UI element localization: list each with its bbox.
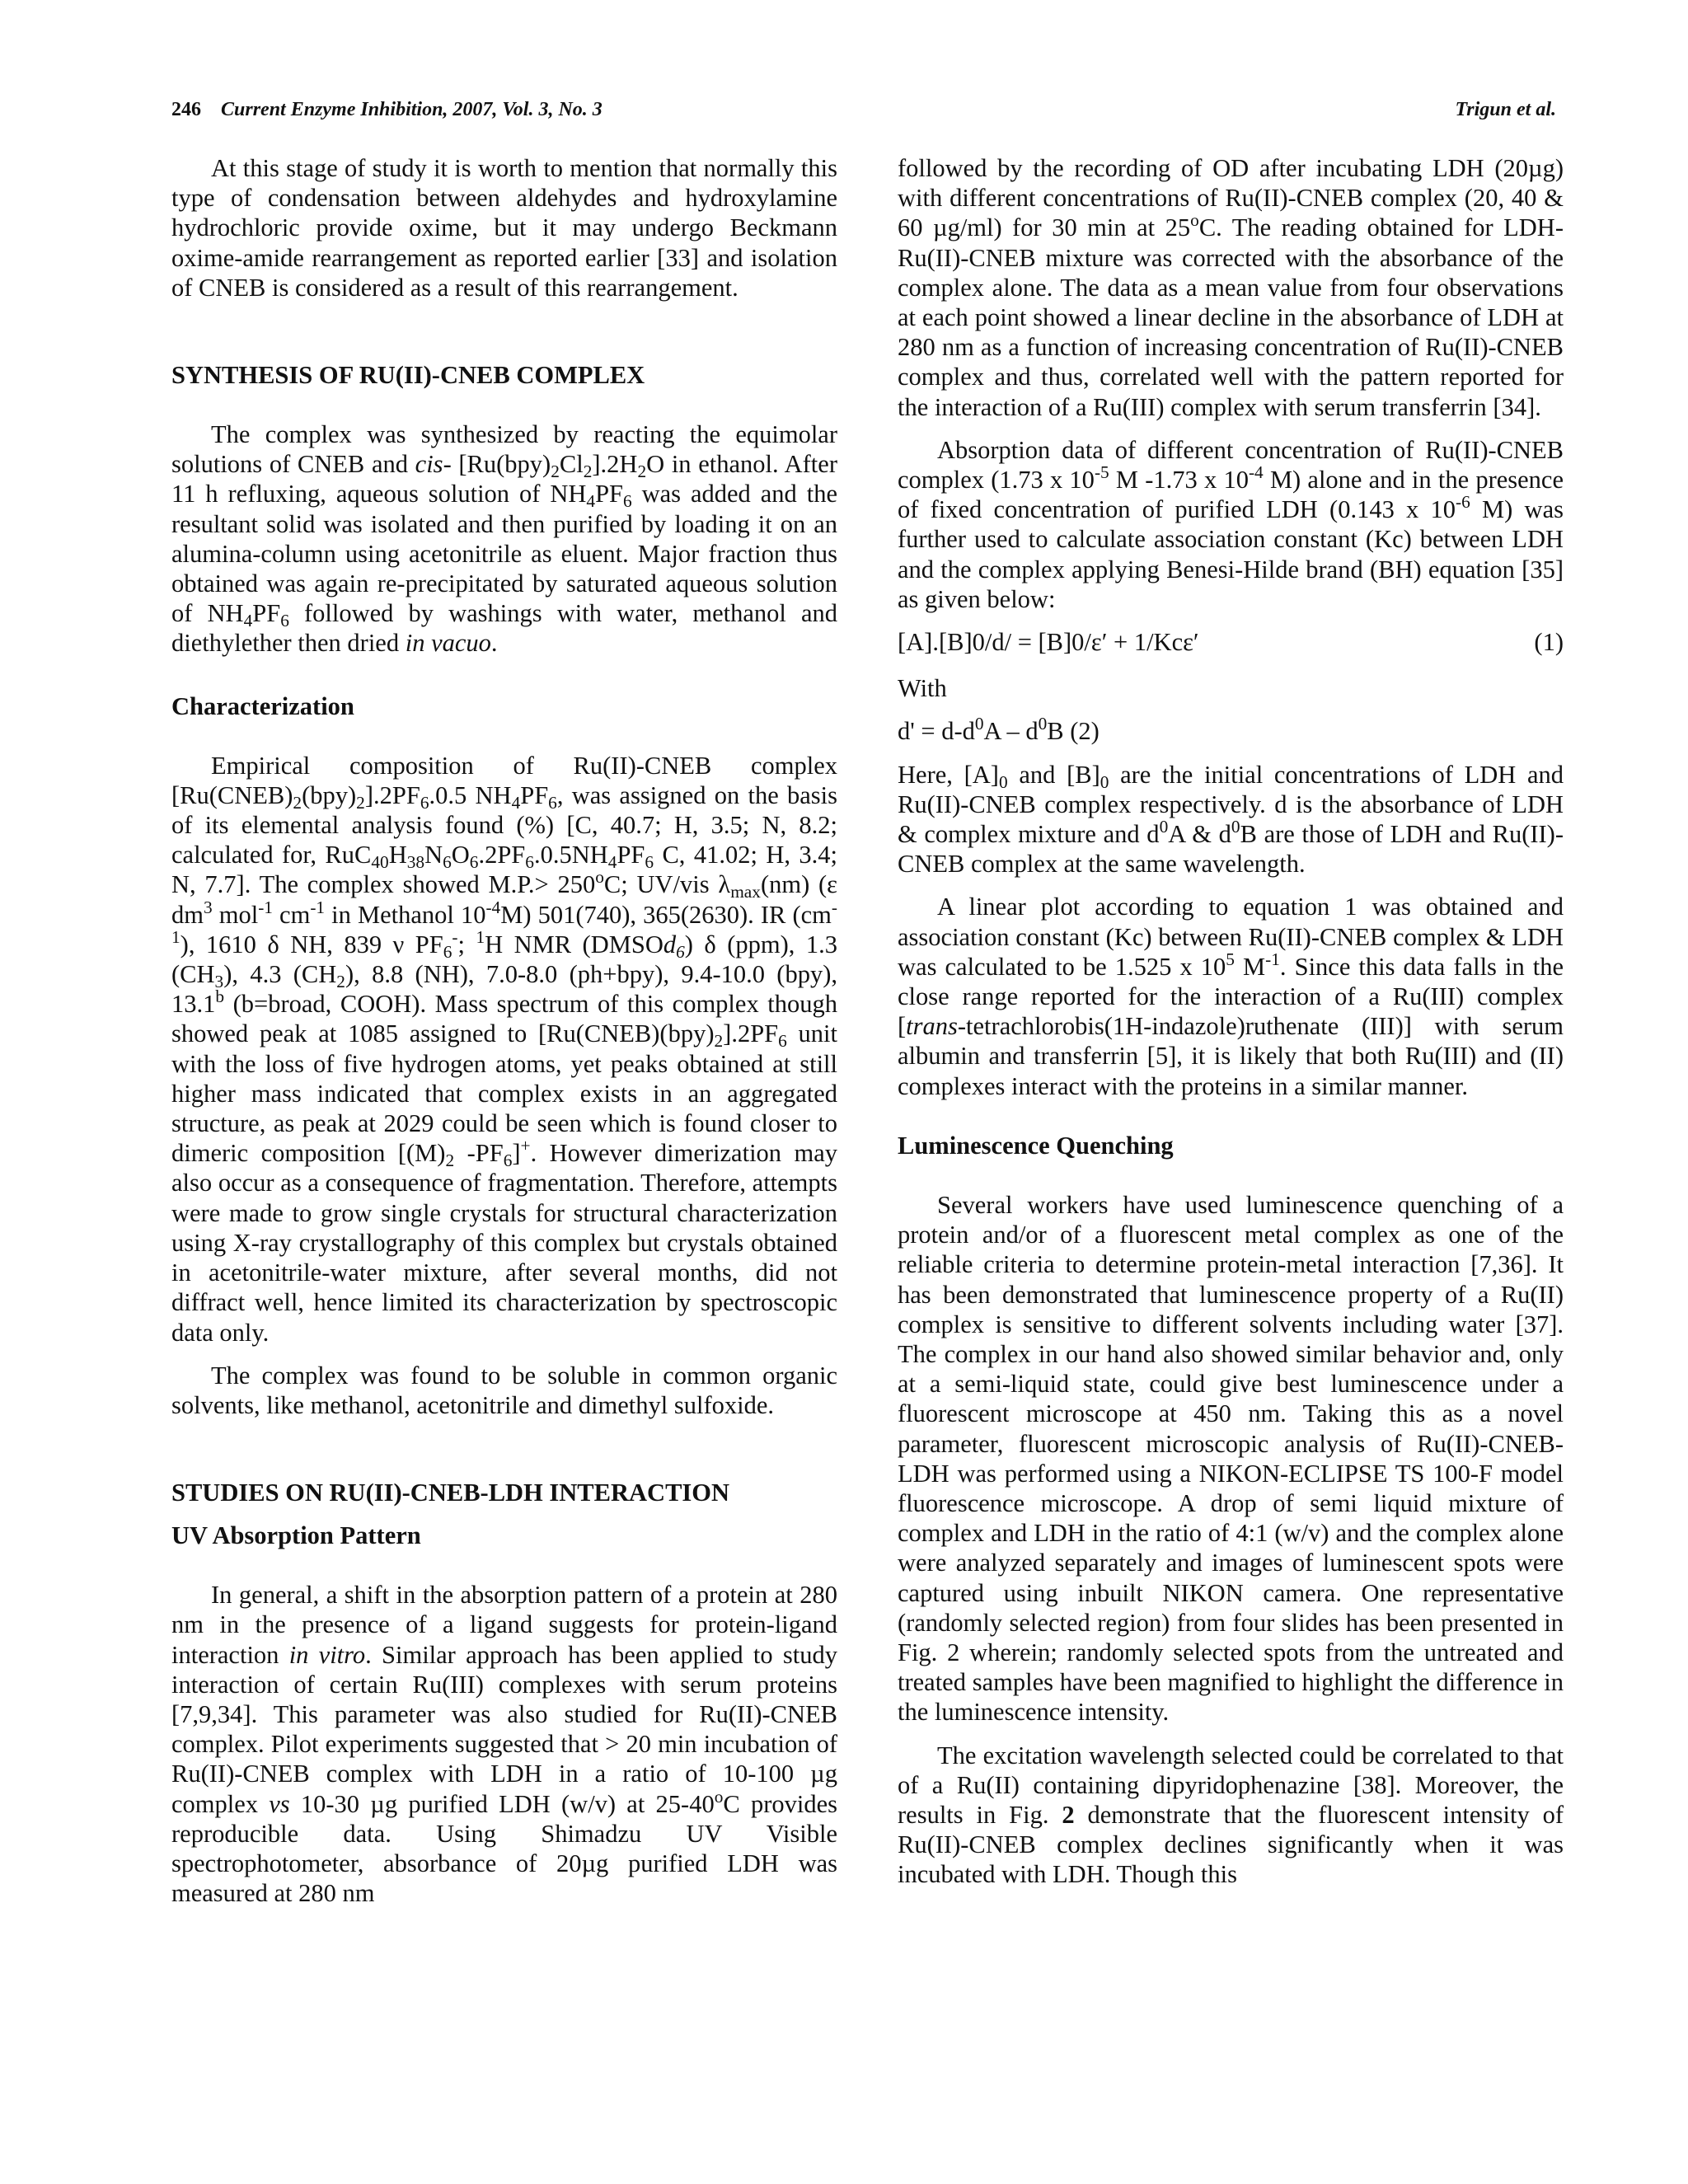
journal-citation: Current Enzyme Inhibition, 2007, Vol. 3, No. 3 [221,99,603,120]
heading-characterization: Characterization [171,691,354,720]
left-column [171,153,837,1921]
page-header [171,99,1556,132]
paragraph-oxime: At this stage of study it is worth to mention that normally this type of condensation between aldehydes and hydroxylamine hydrochloric provide oxime, but it may undergo Beckmann oxime-amide rearrangement as reported earlier [33] and isolation of CNEB is considered as a result of this rearrangement. [171,154,837,302]
equation-2: $d' = d-d^0A - d^0B$ (2) [898,714,1100,746]
running-head-authors: Trigun et al. [1455,99,1556,120]
paragraph-synthesis: The complex was synthesized by reacting the equimolar solutions of CNEB and cis- $[Ru(bpy)_2Cl_2].2H_2O$ in ethanol. After 11 h refluxing, aqueous solution of $NH_4PF_6$ was added and the resultant solid was isolated and then purified by loading it on an alumina-column using acetonitrile as eluent. Major fraction thus obtained was again re-precipitated by saturated aqueous solution of $NH_4PF_6$ followed by washings with water, methanol and diethylether then dried in vacuo. [171,420,837,658]
running-head-left [171,99,603,121]
heading-uv-absorption: UV Absorption Pattern [171,1521,421,1550]
paragraph-solubility: The complex was found to be soluble in common organic solvents, like methanol, acetonitrile and dimethyl sulfoxide. [171,1361,837,1419]
equation-1 [898,627,1564,657]
heading-studies: STUDIES ON RU(II)-CNEB-LDH INTERACTION [171,1479,730,1507]
paragraph-luminescence: Several workers have used luminescence quenching of a protein and/or of a fluorescent metal complex as one of the reliable criteria to determine protein-metal interaction [7,36]. It has been demonstrated that luminescence property of a Ru(II) complex is sensitive to different solvents including water [37]. The complex in our hand also showed similar behavior and, only at a semi-liquid state, could give best luminescence under a fluorescent microscope at 450 nm. Taking this as a novel parameter, fluorescent microscopic analysis of Ru(II)-CNEB-LDH was performed using a NIKON-ECLIPSE TS 100-F model fluorescence microscope. A drop of semi liquid mixture of complex and LDH in the ratio of 4:1 (w/v) and the complex alone were analyzed separately and images of luminescent spots were captured using inbuilt NIKON camera. One representative (randomly selected region) from four slides has been presented in Fig. 2 wherein; randomly selected spots from the untreated and treated samples have been magnified to highlight the difference in the luminescence intensity. [898,1190,1564,1727]
paragraph-definitions: Here, $[A]_0$ and $[B]_0$ are the initial concentrations of LDH and Ru(II)-CNEB complex respectively. d is the absorbance of LDH & complex mixture and $d^0A$ & $d^0B$ are those of LDH and Ru(II)-CNEB complex at the same wavelength. [898,760,1564,879]
heading-synthesis: SYNTHESIS OF RU(II)-CNEB COMPLEX [171,361,645,390]
paragraph-absorption-data: Absorption data of different concentration of Ru(II)-CNEB complex (1.73 x $10^{-5}$ M -1.73 x $10^{-4}$ M) alone and in the presence of fixed concentration of purified LDH (0.143 x $10^{-6}$ M) was further used to calculate association constant (Kc) between LDH and the complex applying Benesi-Hilde brand (BH) equation [35] as given below: [898,435,1564,613]
equation-1-number: (1) [1534,628,1564,657]
paragraph-with: With [898,674,947,703]
page-number: 246 [171,99,201,120]
paragraph-linear-plot: A linear plot according to equation 1 was obtained and association constant (Kc) between Ru(II)-CNEB complex & LDH was calculated to be 1.525 x $10^5$ $M^{-1}$. Since this data falls in the close range reported for the interaction of a Ru(III) complex [trans-tetrachlorobis(1H-indazole)ruthenate (III)] with serum albumin and transferrin [5], it is likely that both Ru(III) and (II) complexes interact with the proteins in a similar manner. [898,893,1564,1100]
right-column [898,153,1564,1903]
equation-1-body: [A].[B]0/d/ = [B]0/ε′ + 1/Kcε′ [898,628,1199,657]
paragraph-excitation: The excitation wavelength selected could be correlated to that of a Ru(II) containing dipyridophenazine [38]. Moreover, the results in Fig. 2 demonstrate that the fluorescent intensity of Ru(II)-CNEB complex declines significantly when it was incubated with LDH. Though this [898,1741,1564,1889]
paragraph-uv-continued: followed by the recording of OD after incubating LDH (20µg) with different concentrations of Ru(II)-CNEB complex (20, 40 & 60 µg/ml) for 30 min at 25$^o$C. The reading obtained for LDH-Ru(II)-CNEB mixture was corrected with the absorbance of the complex alone. The data as a mean value from four observations at each point showed a linear decline in the absorbance of LDH at 280 nm as a function of increasing concentration of Ru(II)-CNEB complex and thus, correlated well with the pattern reported for the interaction of a Ru(III) complex with serum transferrin [34]. [898,154,1564,421]
paragraph-characterization: Empirical composition of Ru(II)-CNEB complex $[Ru(CNEB)_2(bpy)_2].2PF_6.0.5$ $NH_4PF_6$, was assigned on the basis of its elemental analysis found (%) [C, 40.7; H, 3.5; N, 8.2; calculated for, $RuC_{40}H_{38}N_6O_6.2PF_6.0.5NH_4PF_6$ C, 41.02; H, 3.4; N, 7.7]. The complex showed $M.P.> 250^oC$; UV/vis $\lambda_{max}(nm)$ (ε $dm^3$ mol$^{-1}$ $cm^{-1}$ in Methanol $10^{-4}M$) 501(740), 365(2630). IR $(cm^{-1})$, 1610 δ NH, 839 ν $PF_6^-$; $^1$H NMR (DMSOd$_6$) δ (ppm), 1.3 $(CH_3)$, 4.3 $(CH_2)$, 8.8 (NH), 7.0-8.0 (ph+bpy), 9.4-10.0 (bpy), 13.1$^b$ (b=broad, COOH). Mass spectrum of this complex though showed peak at 1085 assigned to $[Ru(CNEB)(bpy)_2].2PF_6$ unit with the loss of five hydrogen atoms, yet peaks obtained at still higher mass indicated that complex exists in an aggregated structure, as peak at 2029 could be seen which is found closer to dimeric composition [$(M)_2$ $-PF_6]^+$. However dimerization may also occur as a consequence of fragmentation. Therefore, attempts were made to grow single crystals for structural characterization using X-ray crystallography of this complex but crystals obtained in acetonitrile-water mixture, after several months, did not diffract well, hence limited its characterization by spectroscopic data only. [171,751,838,1347]
heading-luminescence: Luminescence Quenching [898,1131,1174,1160]
paragraph-uv-absorption: In general, a shift in the absorption pattern of a protein at 280 nm in the presence of a ligand suggests for protein-ligand interaction in vitro. Similar approach has been applied to study interaction of certain Ru(III) complexes with serum proteins [7,9,34]. This parameter was also studied for Ru(II)-CNEB complex. Pilot experiments suggested that > 20 min incubation of Ru(II)-CNEB complex with LDH in a ratio of 10-100 µg complex vs 10-30 µg purified LDH (w/v) at 25-40$^o$C provides reproducible data. Using Shimadzu UV Visible spectrophotometer, absorbance of 20µg purified LDH was measured at 280 nm [171,1581,837,1908]
